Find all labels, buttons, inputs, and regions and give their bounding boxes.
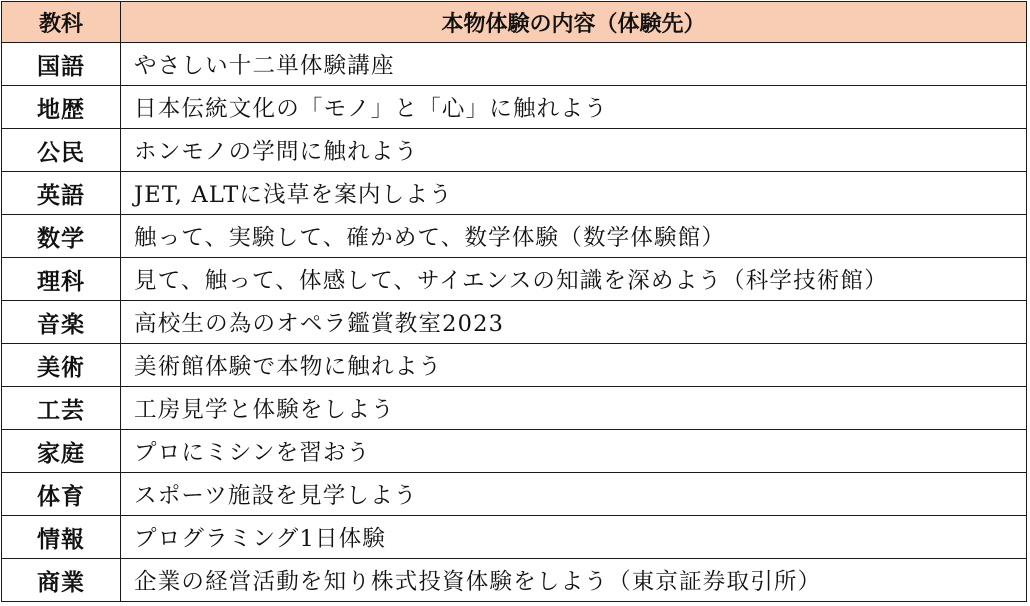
table-row [2,559,1027,602]
subject-cell: 美術 [2,344,121,387]
subject-cell: 公民 [2,129,121,172]
table-row [2,172,1027,215]
content-cell: 高校生の為のオペラ鑑賞教室2023 [121,301,1027,344]
content-cell: やさしい十二単体験講座 [121,43,1027,86]
subject-cell: 情報 [2,516,121,559]
header-subject: 教科 [2,2,121,43]
content-cell: スポーツ施設を見学しよう [121,473,1027,516]
table-row [2,344,1027,387]
subject-cell: 国語 [2,43,121,86]
table-row [2,301,1027,344]
table-row [2,129,1027,172]
subject-cell: 理科 [2,258,121,301]
content-cell: JET, ALTに浅草を案内しよう [121,172,1027,215]
content-cell: プロにミシンを習おう [121,430,1027,473]
content-cell: 美術館体験で本物に触れよう [121,344,1027,387]
table-row [2,473,1027,516]
subject-cell: 英語 [2,172,121,215]
header-content: 本物体験の内容（体験先） [121,2,1027,43]
subject-cell: 数学 [2,215,121,258]
content-cell: ホンモノの学問に触れよう [121,129,1027,172]
subject-cell: 音楽 [2,301,121,344]
content-cell: プログラミング1日体験 [121,516,1027,559]
subject-cell: 地歴 [2,86,121,129]
content-cell: 日本伝統文化の「モノ」と「心」に触れよう [121,86,1027,129]
table-row [2,430,1027,473]
table-row [2,215,1027,258]
table-row [2,258,1027,301]
content-cell: 企業の経営活動を知り株式投資体験をしよう（東京証券取引所） [121,559,1027,602]
content-cell: 触って、実験して、確かめて、数学体験（数学体験館） [121,215,1027,258]
table-row [2,516,1027,559]
table-row [2,43,1027,86]
subject-cell: 家庭 [2,430,121,473]
subject-cell: 体育 [2,473,121,516]
content-cell: 工房見学と体験をしよう [121,387,1027,430]
content-cell: 見て、触って、体感して、サイエンスの知識を深めよう（科学技術館） [121,258,1027,301]
table-row [2,86,1027,129]
experience-table [1,1,1027,602]
table-row [2,387,1027,430]
header-row [2,2,1027,43]
subject-cell: 商業 [2,559,121,602]
subject-experience-table [1,1,1026,602]
subject-cell: 工芸 [2,387,121,430]
